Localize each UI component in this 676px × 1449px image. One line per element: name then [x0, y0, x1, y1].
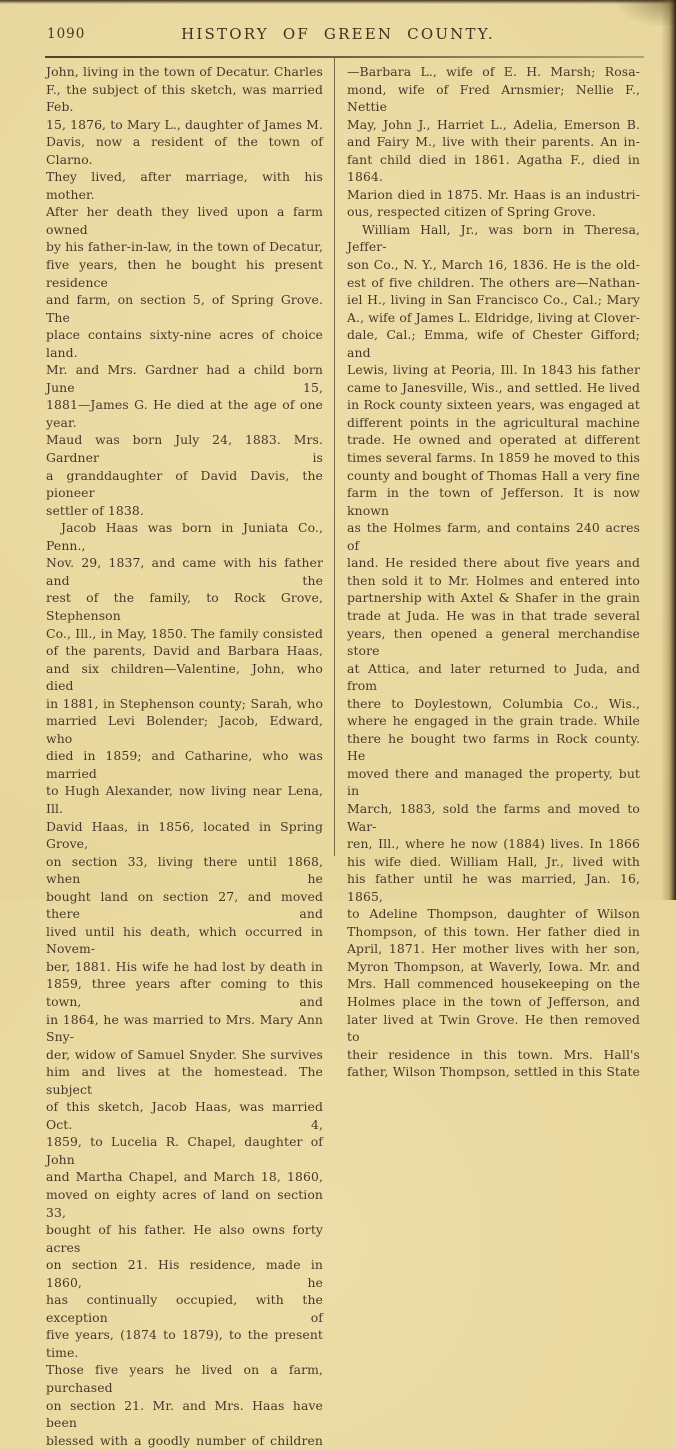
text-line: partnership with Axtel & Shafer in the grain [347, 590, 640, 606]
text-line: county and bought of Thomas Hall a very fine [347, 467, 640, 483]
paragraph [347, 221, 640, 1081]
text-line: died in 1859; and Catharine, who was married [46, 748, 323, 781]
text-line: William Hall, Jr., was born in Theresa, Jeffer- [347, 221, 640, 255]
text-line: settler of 1838. [46, 502, 144, 518]
page-number: 1090 [47, 26, 86, 42]
text-line: a granddaughter of David Davis, the pioneer [46, 467, 323, 501]
text-line: April, 1871. Her mother lives with her son, [347, 941, 640, 957]
text-line: March, 1883, sold the farms and moved to War- [347, 800, 640, 834]
text-line: on section 21. His residence, made in 1860, he [46, 1257, 323, 1290]
text-line: Mrs. Hall commenced housekeeping on the [347, 976, 640, 992]
paragraph [46, 63, 323, 519]
text-line: Those five years he lived on a farm, purchased [46, 1362, 323, 1396]
text-line: and Martha Chapel, and March 18, 1860, [46, 1169, 323, 1185]
text-line: their residence in this town. Mrs. Hall's [347, 1046, 640, 1062]
text-line: in Rock county sixteen years, was engaged at [347, 397, 640, 413]
text-line: has continually occupied, with the exception of [46, 1292, 323, 1325]
text-line: Thompson, of this town. Her father died in [347, 923, 640, 939]
text-line: to Adeline Thompson, daughter of Wilson [347, 906, 640, 922]
text-line: They lived, after marriage, with his mother. [46, 169, 323, 202]
text-line: where he engaged in the grain trade. While [347, 713, 640, 729]
text-line: ous, respected citizen of Spring Grove. [347, 204, 596, 220]
text-line: Davis, now a resident of the town of Clarno. [46, 134, 323, 167]
text-line: 1881—James G. He died at the age of one year. [46, 397, 323, 430]
text-line: as the Holmes farm, and contains 240 acres of [347, 520, 640, 553]
text-line: Holmes place in the town of Jefferson, and [347, 993, 640, 1009]
text-line: —Barbara L., wife of E. H. Marsh; Rosa- [347, 64, 640, 79]
text-line: May, John J., Harriet L., Adelia, Emerson B. [347, 116, 640, 132]
header-rule [45, 56, 644, 58]
text-line: David Haas, in 1856, located in Spring Grove, [46, 818, 323, 852]
text-line: later lived at Twin Grove. He then removed to [347, 1011, 640, 1045]
text-line: and six children—Valentine, John, who died [46, 660, 323, 694]
text-line: A., wife of James L. Eldridge, living at Clover- [347, 309, 640, 325]
text-line: his wife died. William Hall, Jr., lived with [347, 853, 640, 869]
scan-right-edge-shadow [661, 0, 676, 900]
text-line: place contains sixty-nine acres of choice land. [46, 327, 323, 360]
text-line: of the parents, David and Barbara Haas, [46, 643, 323, 659]
text-line: moved there and managed the property, but in [347, 765, 640, 799]
text-line: and Fairy M., live with their parents. An in- [347, 134, 640, 150]
text-line: Jacob Haas was born in Juniata Co., Penn., [46, 520, 323, 553]
text-line: F., the subject of this sketch, was married Feb. [46, 81, 323, 115]
text-line: of this sketch, Jacob Haas, was married Oct. 4, [46, 1099, 323, 1132]
text-line: to Hugh Alexander, now living near Lena, Ill. [46, 783, 323, 816]
text-line: five years, (1874 to 1879), to the present time. [46, 1327, 323, 1360]
text-line: iel H., living in San Francisco Co., Cal.; Mary [347, 292, 640, 308]
text-line: in 1864, he was married to Mrs. Mary Ann Sny- [46, 1011, 323, 1045]
text-line: blessed with a goodly number of children [46, 1432, 323, 1448]
text-line: him and lives at the homestead. The subject [46, 1064, 323, 1097]
text-line: rest of the family, to Rock Grove, Stephenson [46, 590, 323, 623]
text-line: on section 21. Mr. and Mrs. Haas have been [46, 1397, 323, 1431]
paragraph [347, 63, 640, 221]
text-line: bought land on section 27, and moved there and [46, 888, 323, 922]
column-divider [334, 58, 335, 856]
text-line: his father until he was married, Jan. 16, 1865, [347, 871, 640, 904]
text-line: five years, then he bought his present residence [46, 257, 323, 290]
text-line: moved on eighty acres of land on section 33, [46, 1187, 323, 1220]
text-line: trade at Juda. He was in that trade several [347, 607, 640, 623]
right-column [347, 63, 640, 1081]
text-line: est of five children. The others are—Nathan- [347, 274, 640, 290]
text-line: in 1881, in Stephenson county; Sarah, who [46, 695, 323, 711]
text-line: farm in the town of Jefferson. It is now known [347, 485, 640, 518]
text-line: there he bought two farms in Rock county. He [347, 730, 640, 764]
text-line: father, Wilson Thompson, settled in this State [347, 1064, 640, 1080]
text-line: different points in the agricultural machine [347, 414, 640, 430]
text-line: 1859, to Lucelia R. Chapel, daughter of John [46, 1134, 323, 1167]
text-line: After her death they lived upon a farm owned [46, 204, 323, 237]
text-line: bought of his father. He also owns forty acres [46, 1222, 323, 1255]
text-line: fant child died in 1861. Agatha F., died in 1864. [347, 151, 640, 185]
text-line: ber, 1881. His wife he had lost by death in [46, 958, 323, 974]
text-line: by his father-in-law, in the town of Decatur, [46, 239, 323, 255]
text-line: Lewis, living at Peoria, Ill. In 1843 his father [347, 362, 640, 378]
text-line: Myron Thompson, at Waverly, Iowa. Mr. and [347, 958, 640, 974]
scan-top-edge-shadow [0, 0, 676, 4]
text-line: dale, Cal.; Emma, wife of Chester Gifford; and [347, 327, 640, 360]
paragraph [46, 519, 323, 1449]
text-line: trade. He owned and operated at different [347, 432, 640, 448]
text-line: Maud was born July 24, 1883. Mrs. Gardner is [46, 432, 323, 466]
text-line: there to Doylestown, Columbia Co., Wis., [347, 695, 640, 711]
left-column [46, 63, 323, 1449]
text-line: at Attica, and later returned to Juda, and from [347, 660, 640, 694]
text-line: der, widow of Samuel Snyder. She survives [46, 1046, 323, 1062]
text-line: 1859, three years after coming to this town, and [46, 976, 323, 1009]
text-line: mond, wife of Fred Arnsmier; Nellie F., Nettie [347, 81, 640, 115]
text-line: and farm, on section 5, of Spring Grove. The [46, 292, 323, 325]
running-header-title: HISTORY OF GREEN COUNTY. [181, 25, 495, 43]
text-line: ren, Ill., where he now (1884) lives. In 1866 [347, 836, 640, 852]
text-line: married Levi Bolender; Jacob, Edward, who [46, 713, 323, 746]
text-line: John, living in the town of Decatur. Charles [46, 64, 323, 79]
text-line: son Co., N. Y., March 16, 1836. He is the old- [347, 257, 640, 273]
scan-corner-shadow [606, 0, 676, 26]
text-line: 15, 1876, to Mary L., daughter of James M. [46, 116, 323, 132]
text-line: came to Janesville, Wis., and settled. He lived [347, 379, 640, 395]
text-line: times several farms. In 1859 he moved to this [347, 450, 640, 466]
text-line: Mr. and Mrs. Gardner had a child born June 15, [46, 362, 323, 395]
text-line: then sold it to Mr. Holmes and entered into [347, 572, 640, 588]
text-line: on section 33, living there until 1868, when he [46, 853, 323, 887]
text-line: years, then opened a general merchandise store [347, 625, 640, 659]
text-line: lived until his death, which occurred in Novem- [46, 923, 323, 957]
text-line: land. He resided there about five years and [347, 555, 640, 571]
text-line: Nov. 29, 1837, and came with his father and the [46, 555, 323, 588]
text-line: Marion died in 1875. Mr. Haas is an industri- [347, 186, 640, 202]
text-line: Co., Ill., in May, 1850. The family consisted [46, 625, 323, 641]
